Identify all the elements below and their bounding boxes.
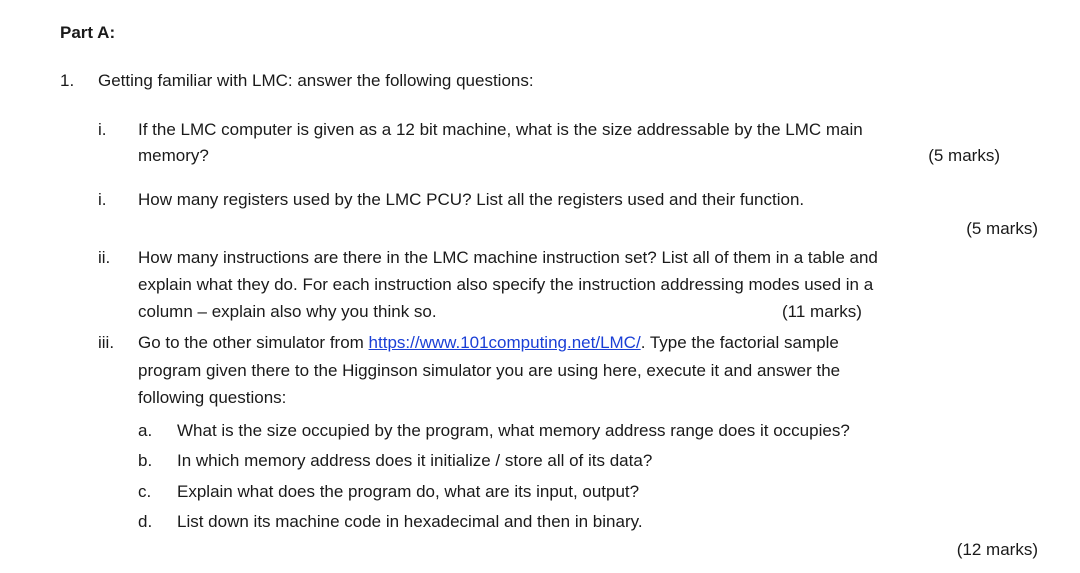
- item-text-line: column – explain also why you think so.: [138, 302, 437, 321]
- marks-label: (5 marks): [966, 219, 1038, 238]
- subitem-text: What is the size occupied by the program, what memory address range does it occupies?: [177, 421, 850, 440]
- item-text-line: program given there to the Higginson simulator you are using here, execute it and answer the: [138, 361, 841, 380]
- item-text-line: If the LMC computer is given as a 12 bit machine, what is the size addressable by the LMC main: [138, 120, 863, 139]
- subitem-letter: a.: [138, 421, 153, 440]
- subitem-letter: b.: [138, 451, 153, 470]
- subitem-letter: c.: [138, 482, 152, 501]
- question-text: Getting familiar with LMC: answer the following questions:: [98, 71, 534, 90]
- item-numeral: i.: [98, 190, 107, 209]
- item-text-line: [138, 330, 839, 356]
- item-text-fragment: Go to the other simulator from: [138, 333, 369, 352]
- item-numeral: ii.: [98, 248, 111, 267]
- question-number: 1.: [60, 71, 75, 90]
- item-text-line: memory?: [138, 146, 209, 165]
- subitem-text: Explain what does the program do, what are its input, output?: [177, 482, 640, 501]
- section-heading: Part A:: [60, 23, 116, 42]
- marks-label: (12 marks): [956, 540, 1038, 559]
- marks-label: (11 marks): [782, 302, 862, 321]
- item-text-line: How many registers used by the LMC PCU? List all the registers used and their function.: [138, 190, 805, 209]
- subitem-text: In which memory address does it initialize / store all of its data?: [177, 451, 653, 470]
- item-text-line: explain what they do. For each instruction also specify the instruction addressing modes used in a: [138, 275, 874, 294]
- item-text-line: following questions:: [138, 388, 287, 407]
- marks-label: (5 marks): [928, 146, 1000, 165]
- item-numeral: i.: [98, 120, 107, 139]
- subitem-letter: d.: [138, 512, 153, 531]
- item-text-fragment: . Type the factorial sample: [640, 333, 839, 352]
- item-text-line: How many instructions are there in the LMC machine instruction set? List all of them in a table and: [138, 248, 878, 267]
- item-numeral: iii.: [98, 333, 115, 352]
- subitem-text: List down its machine code in hexadecimal and then in binary.: [177, 512, 643, 531]
- simulator-link[interactable]: https://www.101computing.net/LMC/: [368, 333, 641, 352]
